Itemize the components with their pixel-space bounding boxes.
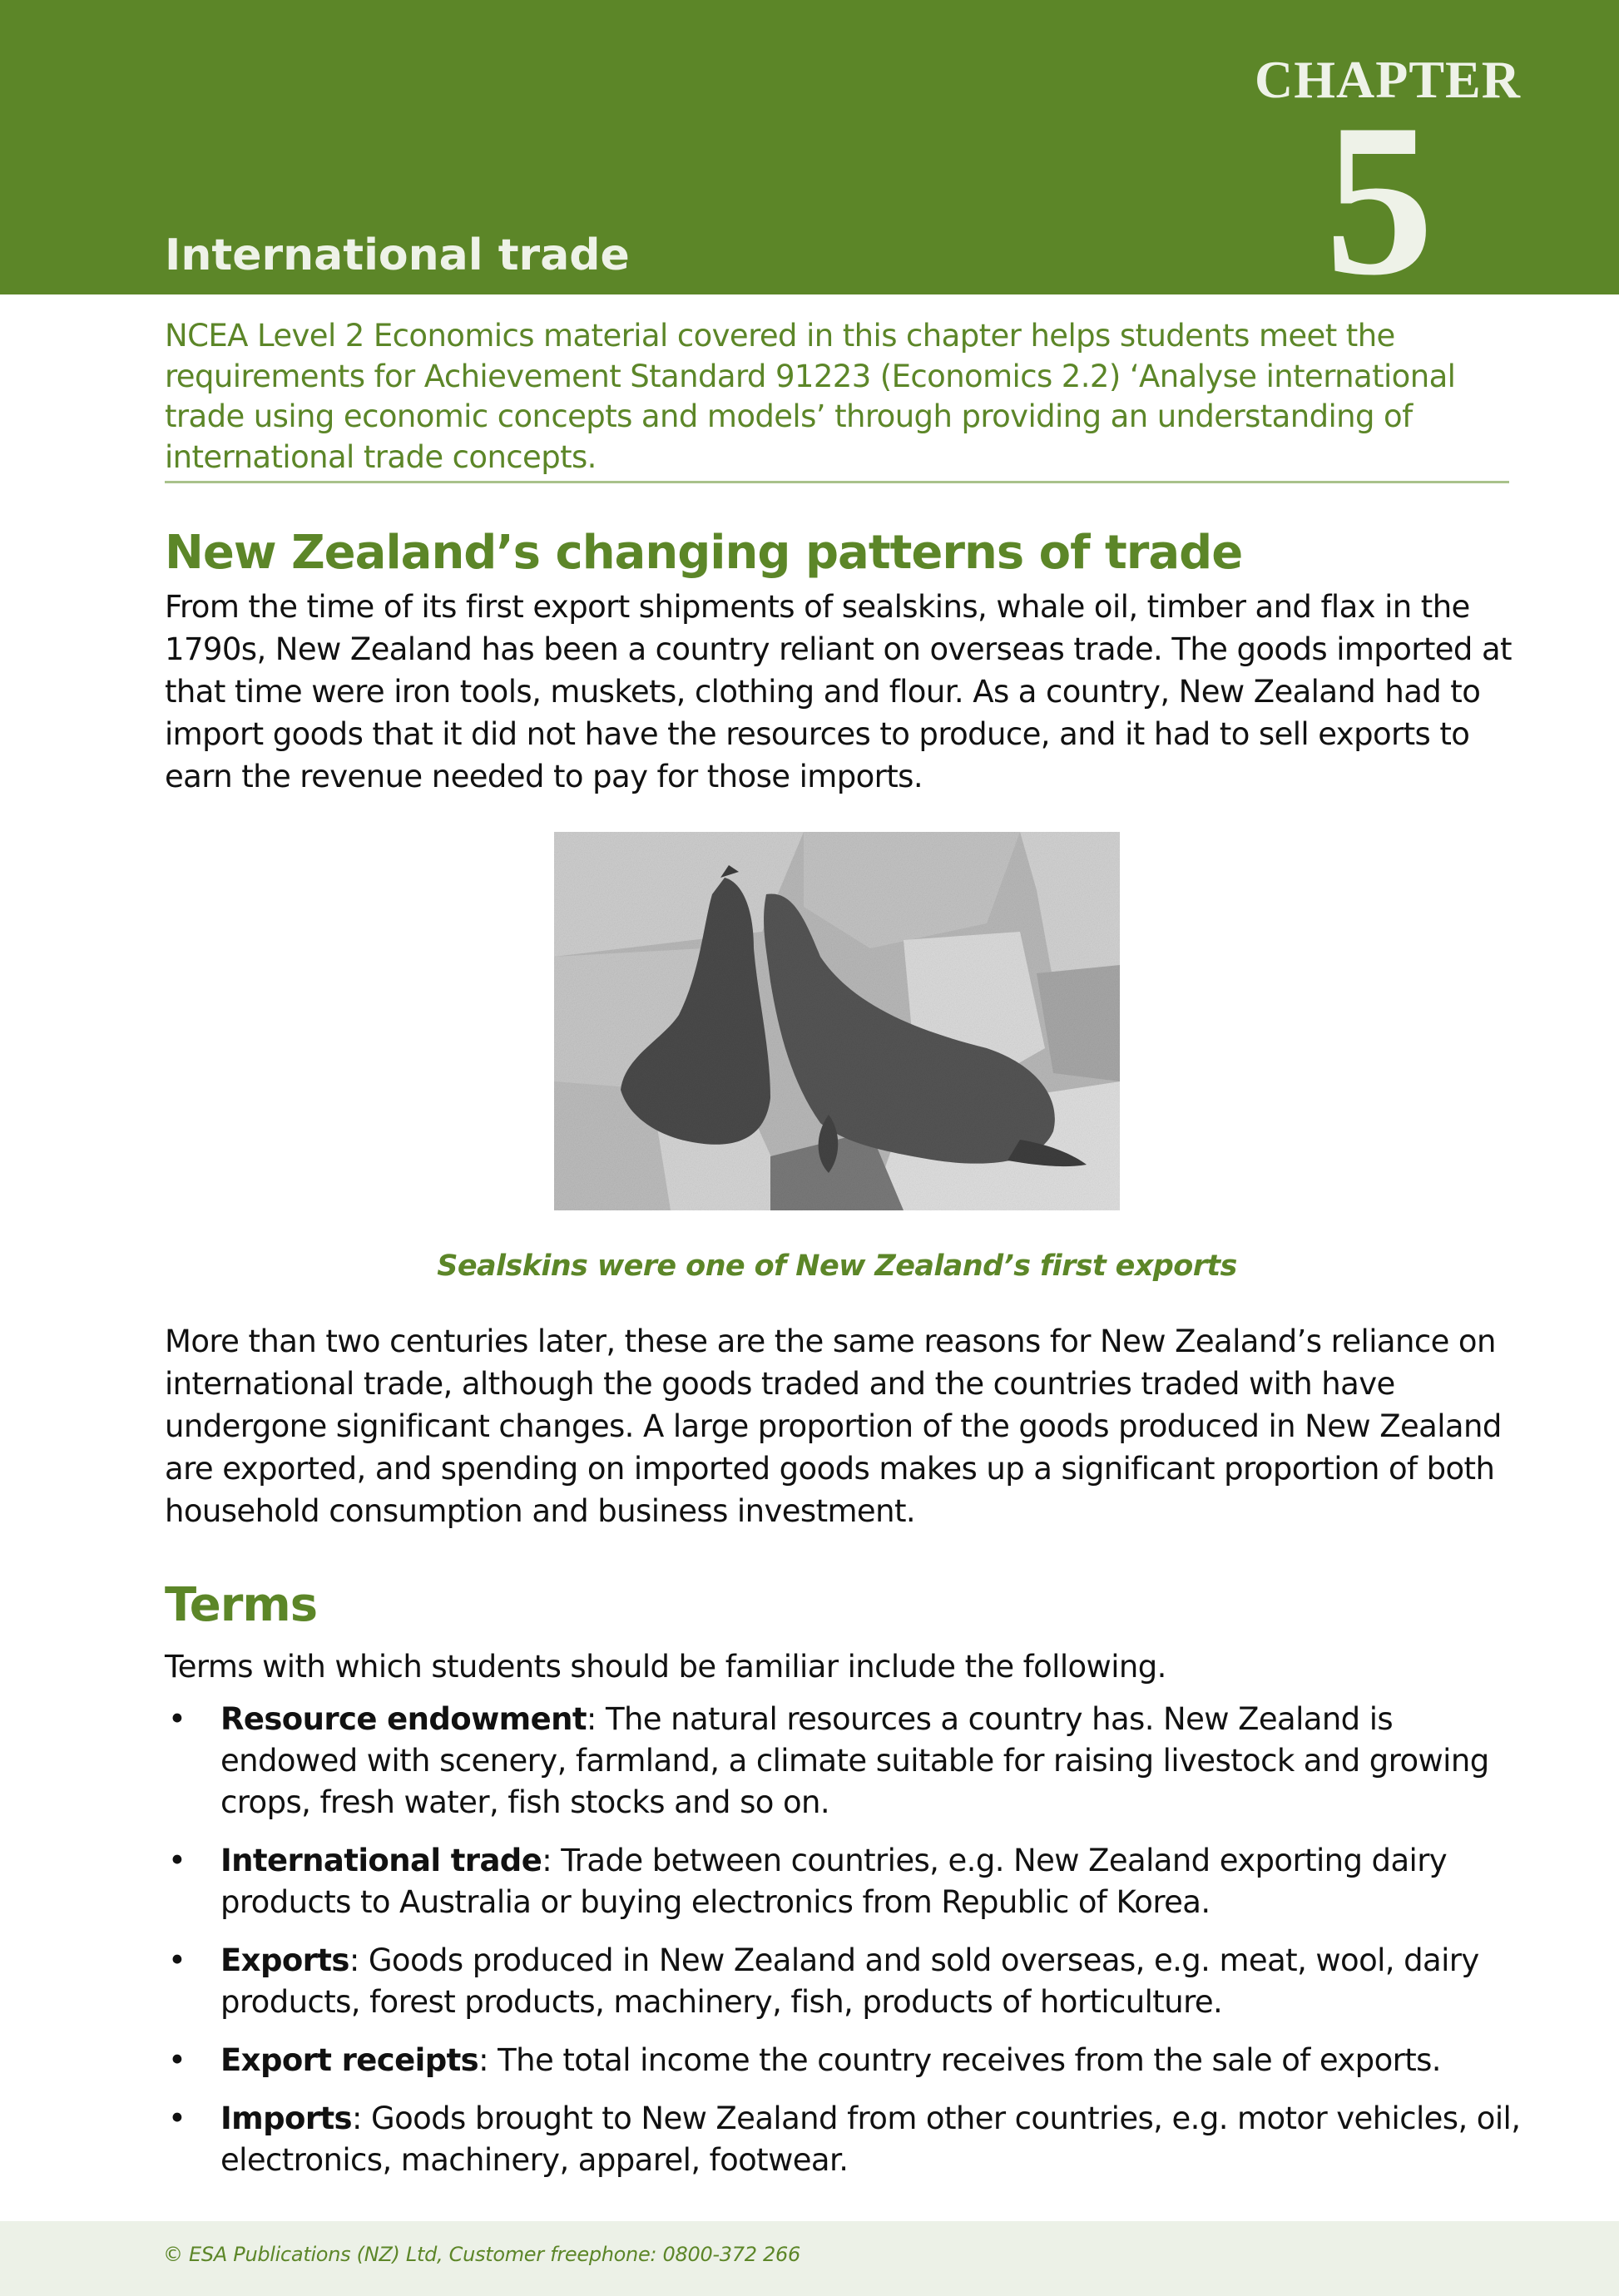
- seals-photo: [554, 832, 1120, 1210]
- bullet-icon: •: [168, 1942, 186, 1978]
- term-definition: : Goods produced in New Zealand and sold overseas, e.g. meat, wool, dairy products, forest products, machinery, fish, products of horticulture.: [220, 1942, 1479, 2020]
- term-item-imports: [165, 2098, 1529, 2181]
- terms-intro: Terms with which students should be familiar include the following.: [165, 1649, 1166, 1685]
- term-definition: : Goods brought to New Zealand from other countries, e.g. motor vehicles, oil, electronics, machinery, apparel, footwear.: [220, 2101, 1521, 2178]
- term-name: International trade: [220, 1843, 542, 1878]
- terms-list: [165, 1699, 1529, 2198]
- bullet-icon: •: [168, 2042, 186, 2078]
- bullet-icon: •: [168, 1843, 186, 1878]
- footer-copyright: © ESA Publications (NZ) Ltd, Customer freephone: 0800-372 266: [163, 2243, 800, 2266]
- chapter-number: 5: [1324, 79, 1434, 320]
- term-name: Exports: [220, 1942, 349, 1978]
- chapter-title: International trade: [165, 230, 630, 280]
- bullet-icon: •: [168, 1701, 186, 1737]
- term-item-exports: [165, 1940, 1529, 2023]
- section-heading-terms: Terms: [165, 1578, 318, 1632]
- bullet-icon: •: [168, 2101, 186, 2136]
- section-heading-trade-patterns: New Zealand’s changing patterns of trade: [165, 526, 1243, 580]
- paragraph-history: From the time of its first export shipments of sealskins, whale oil, timber and flax in the 1790s, New Zealand has been a country reliant on overseas trade. The goods imported at that time were iron tools, muskets, clothing and flour. As a country, New Zealand had to import goods that it did not have the resources to produce, and it had to sell exports to earn the revenue needed to pay for those imports.: [165, 589, 1512, 794]
- chapter-label: CHAPTER: [1255, 50, 1521, 109]
- term-definition: : The total income the country receives from the sale of exports.: [478, 2042, 1441, 2078]
- term-name: Imports: [220, 2101, 352, 2136]
- photo-caption: Sealskins were one of New Zealand’s first exports: [437, 1249, 1237, 1283]
- term-item-resource-endowment: [165, 1699, 1529, 1823]
- intro-divider: [165, 481, 1509, 483]
- term-item-international-trade: [165, 1840, 1529, 1923]
- term-definition: : Trade between countries, e.g. New Zealand exporting dairy products to Australia or buying electronics from Republic of Korea.: [220, 1843, 1448, 1920]
- seals-photo-image: [554, 832, 1120, 1210]
- term-name: Resource endowment: [220, 1701, 587, 1737]
- term-name: Export receipts: [220, 2042, 479, 2078]
- paragraph-modern-reliance: More than two centuries later, these are the same reasons for New Zealand’s reliance on international trade, although the goods traded and the countries traded with have undergone significant changes. A large proportion of the goods produced in New Zealand are exported, and spending on imported goods makes up a significant proportion of both household consumption and business investment.: [165, 1324, 1502, 1529]
- chapter-intro: NCEA Level 2 Economics material covered in this chapter helps students meet the requirements for Achievement Standard 91223 (Economics 2.2) ‘Analyse international trade using economic concepts and models’ through providing an understanding of international trade concepts.: [165, 318, 1456, 475]
- term-definition: : The natural resources a country has. New Zealand is endowed with scenery, farmland, a climate suitable for raising livestock and growing crops, fresh water, fish stocks and so on.: [220, 1701, 1489, 1820]
- term-item-export-receipts: [165, 2040, 1529, 2081]
